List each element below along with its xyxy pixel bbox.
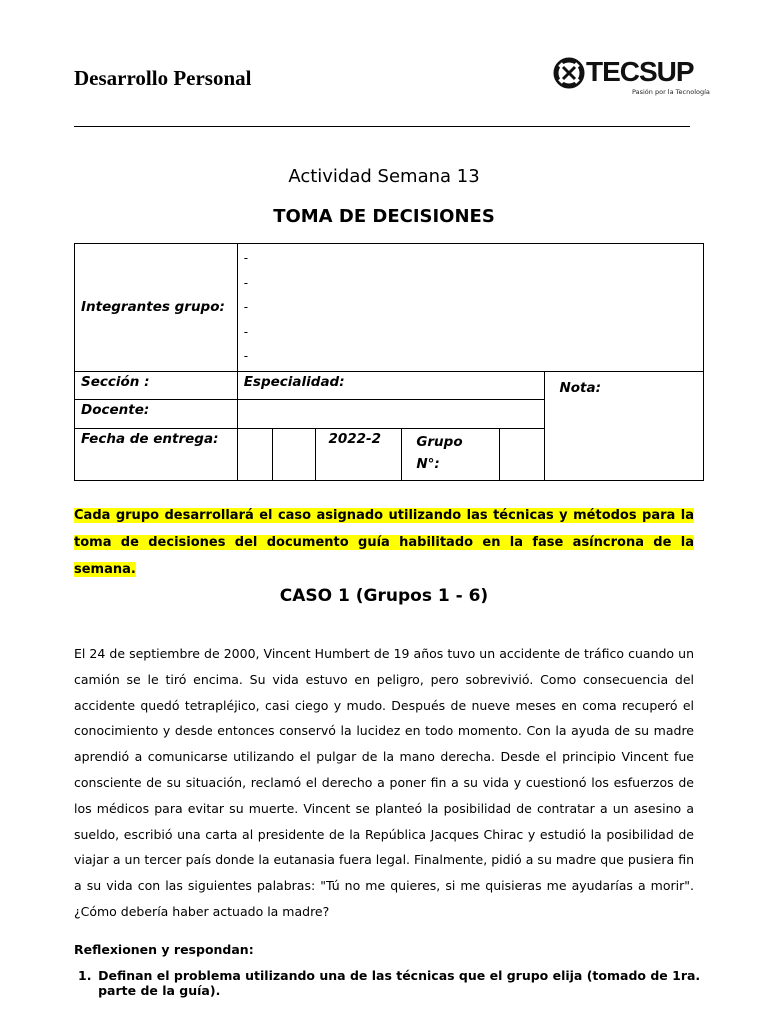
group-number-field[interactable]	[499, 428, 545, 480]
instructions-highlight: Cada grupo desarrollará el caso asignado utilizando las técnicas y métodos para la toma de decisiones del documento guía habilitado en la fase asíncrona de la semana.	[74, 508, 694, 577]
tecsup-logo	[552, 54, 712, 100]
question-text: Definan el problema utilizando una de las técnicas que el grupo elija (tomado de 1ra. parte de la guía).	[98, 968, 701, 998]
due-date-label: Fecha de entrega:	[75, 428, 238, 480]
reflection-title: Reflexionen y respondan:	[74, 942, 254, 957]
group-info-table	[74, 243, 704, 481]
list-item	[78, 968, 708, 998]
instructions-text	[74, 502, 694, 583]
member-line: -	[243, 324, 249, 339]
specialty-label: Especialidad:	[237, 371, 545, 399]
grade-label: Nota:	[545, 371, 704, 480]
question-list	[78, 968, 708, 998]
section-label: Sección :	[75, 371, 238, 399]
logo-emblem-icon	[552, 56, 586, 90]
teacher-field[interactable]	[237, 399, 545, 428]
member-line: -	[243, 300, 249, 314]
page-subtitle: TOMA DE DECISIONES	[273, 206, 495, 227]
due-date-day-field[interactable]	[237, 428, 272, 480]
member-line: -	[243, 349, 249, 363]
teacher-label: Docente:	[75, 399, 238, 428]
page-title: Actividad Semana 13	[288, 166, 480, 187]
member-line: -	[243, 275, 249, 290]
due-date-month-field[interactable]	[272, 428, 316, 480]
logo-tagline: Pasión por la Tecnología	[632, 88, 710, 96]
group-number-label: Grupo N°:	[402, 428, 499, 480]
members-label: Integrantes grupo:	[75, 244, 238, 372]
course-title: Desarrollo Personal	[74, 66, 252, 90]
header-divider	[74, 126, 690, 127]
members-field[interactable]	[237, 244, 703, 372]
case-title: CASO 1 (Grupos 1 - 6)	[279, 586, 489, 606]
term-value: 2022-2	[316, 428, 402, 480]
case-body: El 24 de septiembre de 2000, Vincent Humbert de 19 años tuvo un accidente de tráfico cuando un camión se le tiró encima. Su vida estuvo en peligro, pero sobrevivió. Como consecuencia del accidente quedó tetrapléjico, casi ciego y mudo. Después de nueve meses en coma recuperó el conocimiento y desde entonces conservó la lucidez en todo momento. Con la ayuda de su madre aprendió a comunicarse utilizando el pulgar de la mano derecha. Desde el principio Vincent fue consciente de su situación, reclamó el derecho a poner fin a su vida y cuestionó los esfuerzos de los médicos para evitar su muerte. Vincent se planteó la posibilidad de contratar a un asesino a sueldo, escribió una carta al presidente de la República Jacques Chirac y estudió la posibilidad de viajar a un tercer país donde la eutanasia fuera legal. Finalmente, pidió a su madre que pusiera fin a su vida con las siguientes palabras: "Tú no me quieres, si me quisieras me ayudarías a morir". ¿Cómo debería haber actuado la madre?	[74, 646, 694, 919]
question-number: 1.	[78, 968, 92, 983]
member-line: -	[243, 251, 249, 265]
logo-wordmark: TECSUP	[586, 56, 694, 87]
